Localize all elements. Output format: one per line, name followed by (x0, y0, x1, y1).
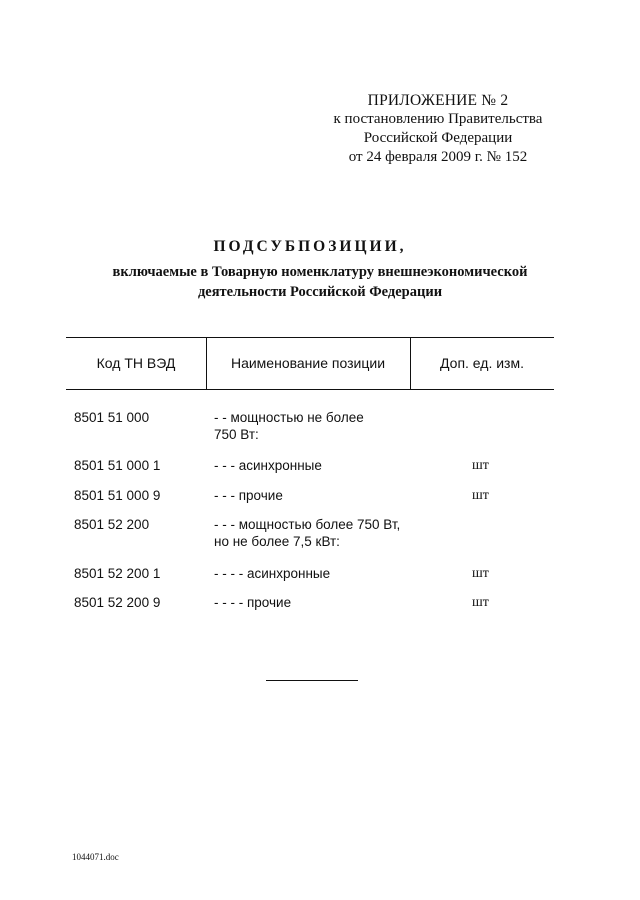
row-code: 8501 51 000 9 (74, 488, 161, 503)
row-code: 8501 51 000 1 (74, 458, 161, 473)
row-unit: шт (472, 566, 489, 581)
annex-block (318, 91, 558, 167)
annex-number: ПРИЛОЖЕНИЕ № 2 (367, 92, 509, 109)
table-top-rule (66, 337, 554, 338)
row-code: 8501 52 200 1 (74, 566, 161, 581)
subtitle-line-2: деятельности Российской Федерации (197, 284, 443, 300)
table-header-bottom-rule (66, 389, 554, 390)
row-name (214, 409, 414, 443)
annex-line-federation: Российской Федерации (363, 130, 513, 146)
row-name-line-2: но не более 7,5 кВт: (214, 534, 340, 549)
annex-line-decree: к постановлению Правительства (333, 111, 543, 127)
row-name: - - - асинхронные (214, 458, 322, 473)
document-subtitle (60, 262, 580, 302)
row-name: - - - - прочие (214, 595, 292, 610)
row-name (214, 516, 414, 550)
row-code: 8501 52 200 (74, 517, 150, 532)
end-of-document-rule (266, 680, 358, 681)
row-name: - - - прочие (214, 488, 283, 503)
row-code: 8501 51 000 (74, 410, 150, 425)
document-title: ПОДСУБПОЗИЦИИ, (213, 238, 407, 255)
column-header-unit: Доп. ед. изм. (440, 355, 524, 371)
row-name: - - - - асинхронные (214, 566, 331, 581)
annex-line-date: от 24 февраля 2009 г. № 152 (348, 149, 528, 165)
row-code: 8501 52 200 9 (74, 595, 161, 610)
row-name-line-1: - - - мощностью более 750 Вт, (214, 517, 401, 532)
row-unit: шт (472, 458, 489, 473)
column-header-name: Наименование позиции (230, 355, 386, 371)
row-unit: шт (472, 595, 489, 610)
row-unit: шт (472, 488, 489, 503)
file-reference: 1044071.doc (72, 852, 119, 862)
row-name-line-2: 750 Вт: (214, 427, 259, 442)
row-name-line-1: - - мощностью не более (214, 410, 364, 425)
subtitle-line-1: включаемые в Товарную номенклатуру внешнеэкономической (112, 264, 528, 280)
column-header-code: Код ТН ВЭД (96, 355, 176, 371)
